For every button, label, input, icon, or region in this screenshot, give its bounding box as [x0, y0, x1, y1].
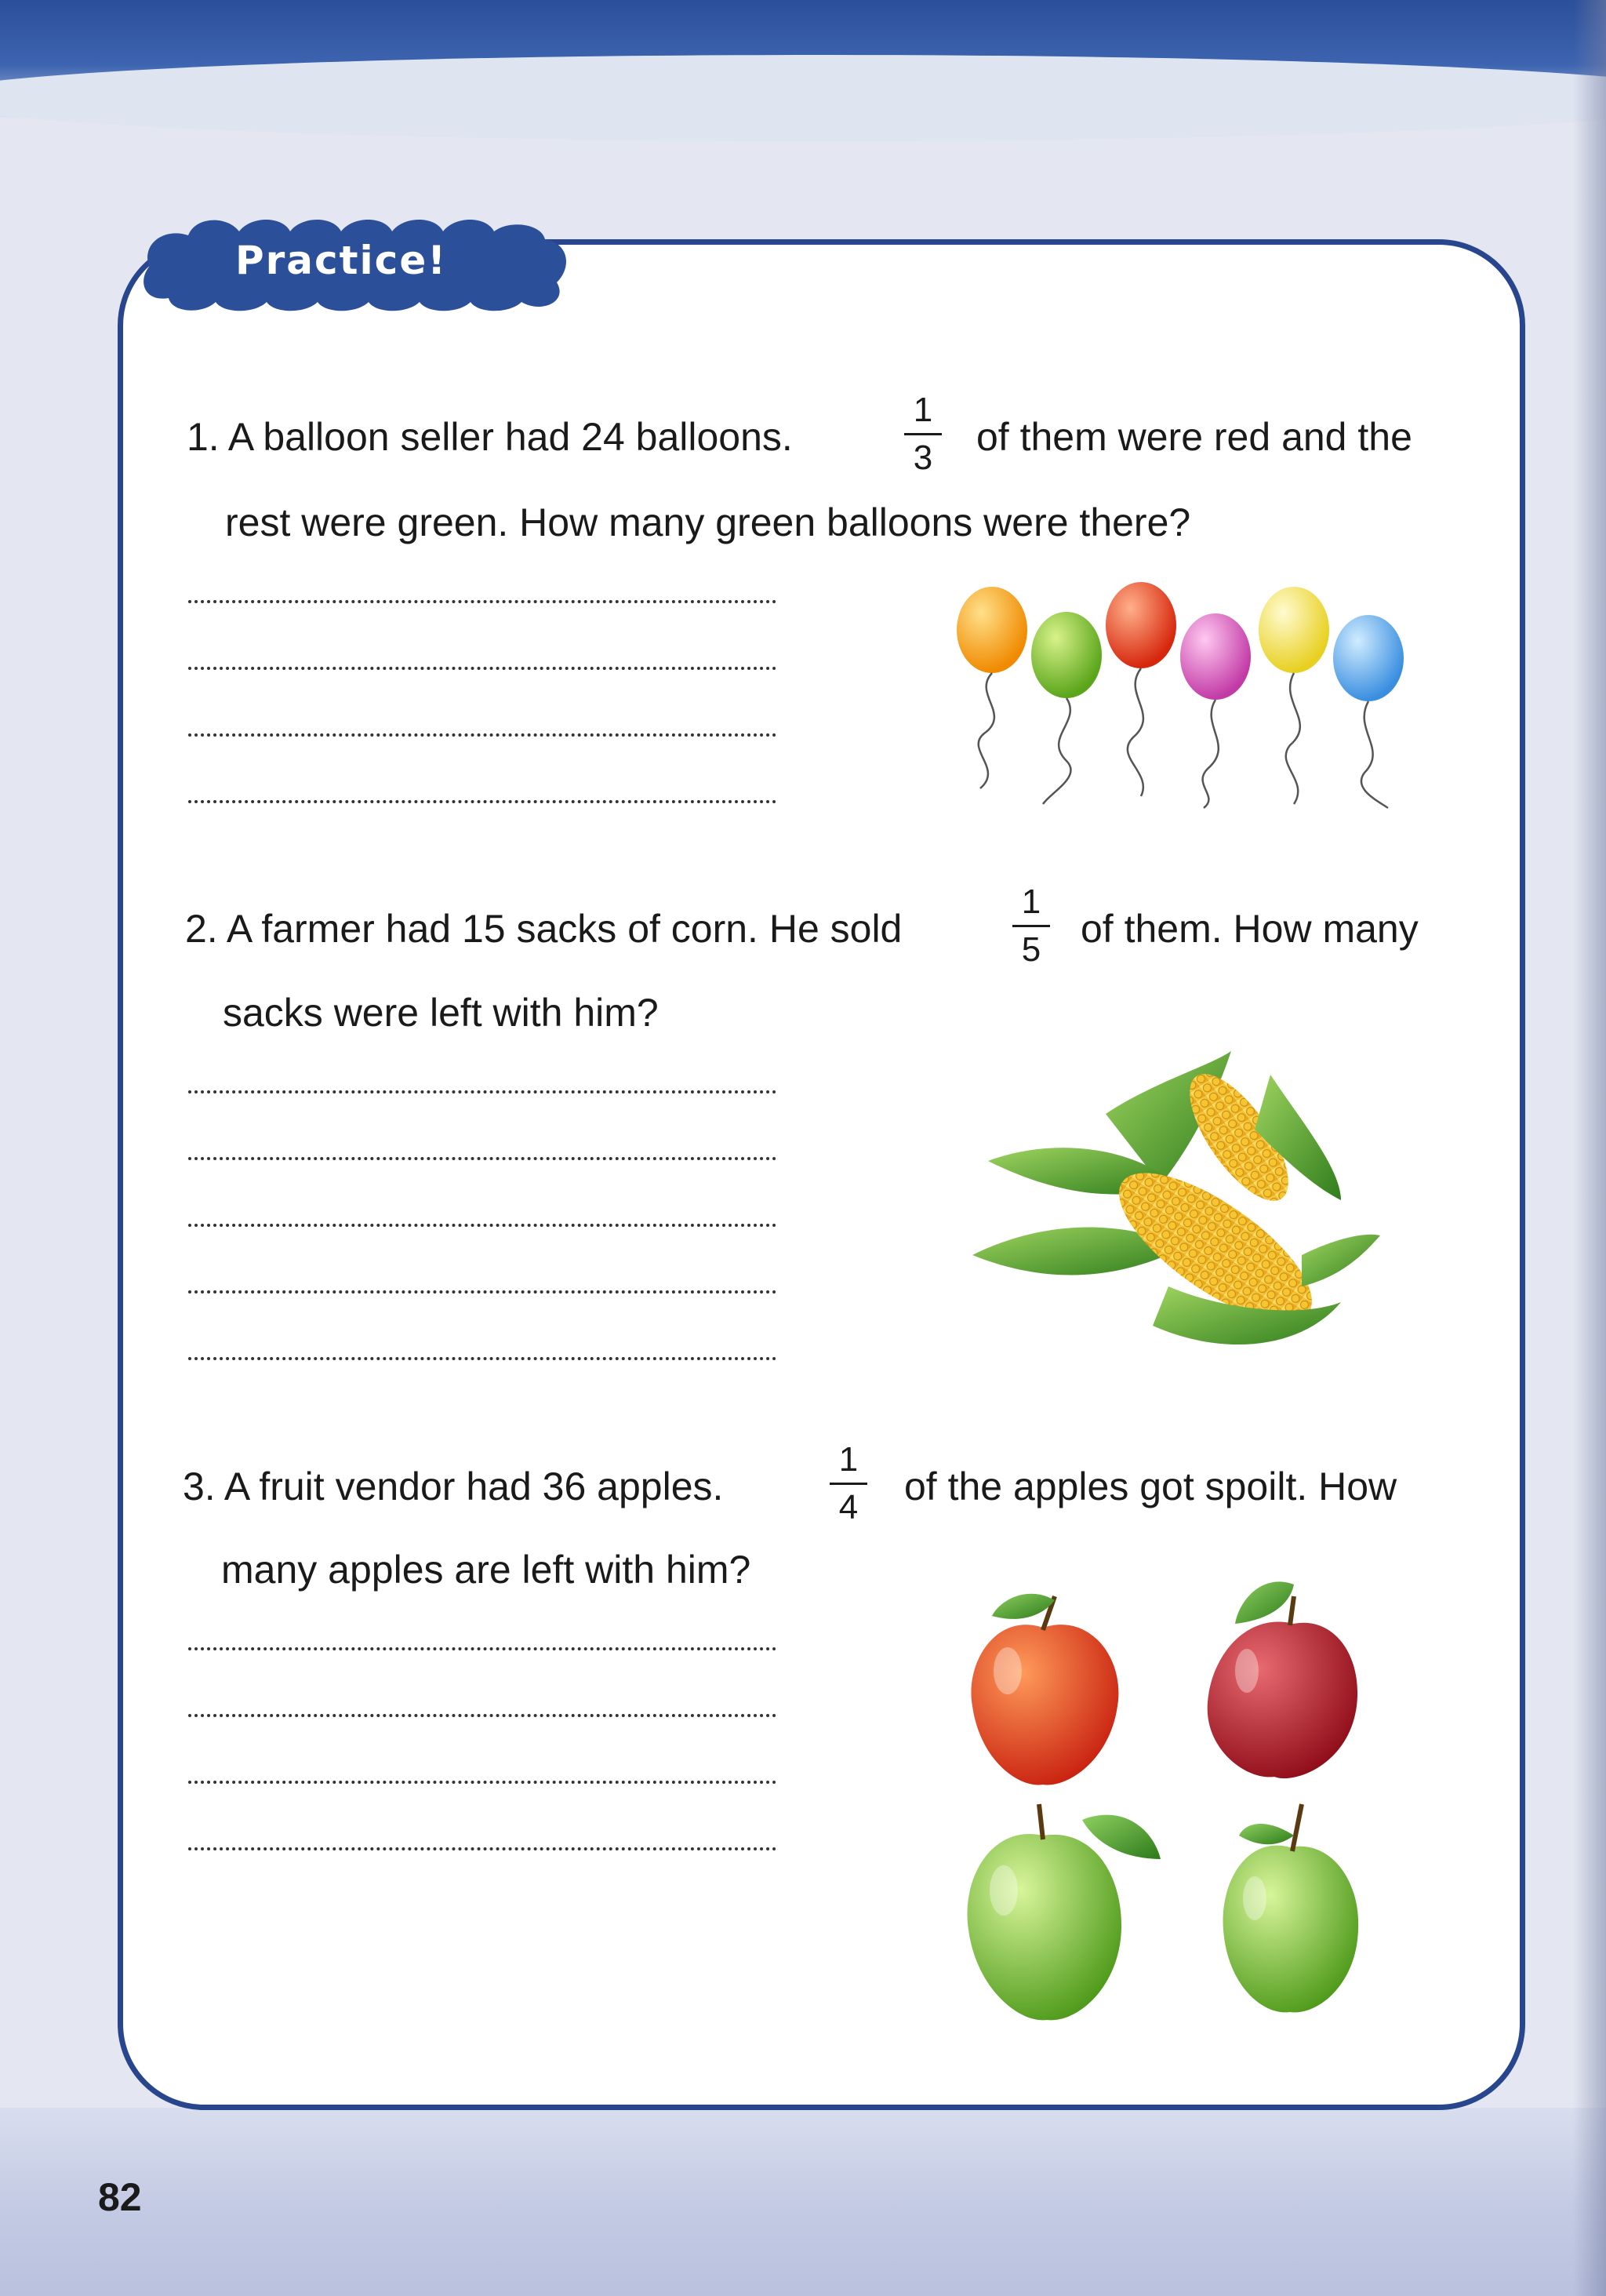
practice-badge-label: Practice! — [234, 238, 448, 283]
question-2-answer-line[interactable] — [188, 1090, 776, 1093]
question-3-answer-line[interactable] — [188, 1847, 776, 1850]
apple-red — [971, 1594, 1118, 1785]
question-3-line-1 — [183, 1464, 723, 1509]
question-3-answer-line[interactable] — [188, 1781, 776, 1784]
question-3-answer-line[interactable] — [188, 1647, 776, 1650]
balloon-red — [1106, 582, 1176, 796]
fraction-bar — [904, 433, 942, 435]
question-2-text-end: of them. How many — [1081, 907, 1419, 951]
question-2-number: 2. — [185, 907, 218, 951]
page-number: 82 — [98, 2175, 142, 2219]
apple-dark-red — [1208, 1581, 1357, 1778]
question-2-numerator: 1 — [1021, 882, 1041, 921]
question-1-number: 1. — [187, 415, 220, 459]
balloon-pink — [1180, 613, 1251, 808]
question-1-answer-line[interactable] — [188, 600, 776, 603]
apple-green-right — [1223, 1804, 1359, 2012]
question-1-answer-line[interactable] — [188, 800, 776, 803]
question-3-fraction — [825, 1440, 872, 1527]
question-2-line-2: sacks were left with him? — [223, 991, 659, 1035]
question-1-line-2: rest were green. How many green balloons were there? — [225, 500, 1191, 544]
question-1-line-1 — [187, 414, 793, 460]
question-1-denominator: 3 — [913, 438, 933, 477]
question-3-number: 3. — [183, 1465, 216, 1508]
balloon-green — [1031, 612, 1102, 804]
fraction-bar — [1012, 925, 1050, 927]
balloons-illustration — [949, 577, 1419, 812]
apples-illustration — [925, 1569, 1412, 2047]
question-1-fraction — [899, 391, 947, 478]
question-3-numerator: 1 — [838, 1440, 859, 1479]
balloon-blue — [1333, 615, 1404, 808]
balloon-yellow — [1259, 587, 1329, 804]
corn-illustration — [972, 1051, 1380, 1365]
balloon-orange — [957, 587, 1027, 788]
question-3-text-start: A fruit vendor had 36 apples. — [223, 1465, 724, 1508]
question-3-answer-line[interactable] — [188, 1714, 776, 1717]
question-1-text-end: of them were red and the — [976, 415, 1412, 459]
question-1-text-start: A balloon seller had 24 balloons. — [227, 415, 793, 459]
question-3-denominator: 4 — [838, 1488, 859, 1526]
header-curve — [0, 55, 1606, 141]
question-2-answer-line[interactable] — [188, 1357, 776, 1360]
question-2-answer-line[interactable] — [188, 1224, 776, 1227]
question-2-answer-line[interactable] — [188, 1290, 776, 1294]
question-1-numerator: 1 — [913, 391, 933, 429]
question-3-line-2: many apples are left with him? — [221, 1548, 751, 1592]
fraction-bar — [830, 1483, 867, 1485]
question-2-text-start: A farmer had 15 sacks of corn. He sold — [226, 907, 903, 951]
question-1-answer-line[interactable] — [188, 667, 776, 670]
question-2-denominator: 5 — [1021, 930, 1041, 969]
apple-green-left — [967, 1804, 1161, 2020]
question-2-line-1 — [185, 906, 902, 952]
question-1-answer-line[interactable] — [188, 733, 776, 737]
footer-band — [0, 2108, 1606, 2296]
book-spine-shadow — [1573, 0, 1606, 2296]
question-2-fraction — [1008, 882, 1055, 970]
question-3-text-end: of the apples got spoilt. How — [904, 1465, 1397, 1508]
question-2-answer-line[interactable] — [188, 1157, 776, 1160]
